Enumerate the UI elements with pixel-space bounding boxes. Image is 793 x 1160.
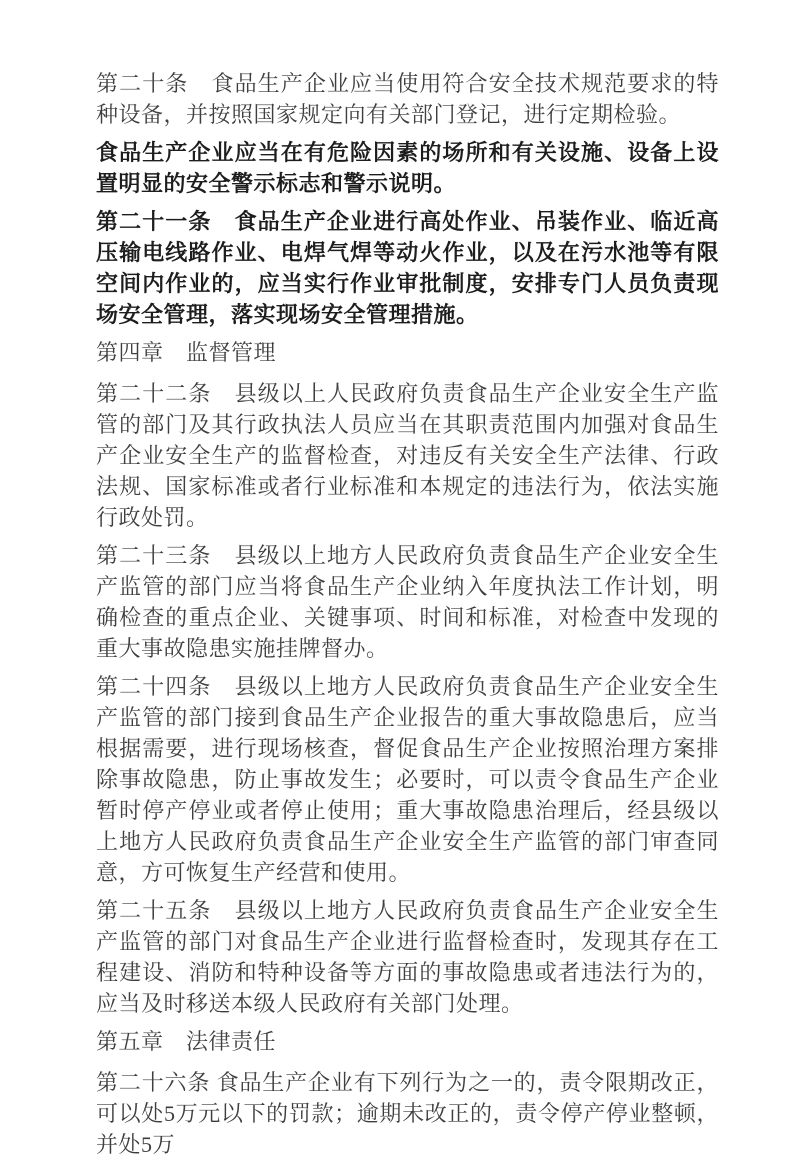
chapter-5-heading: 第五章 法律责任 [96,1029,277,1054]
paragraph-article-26: 第二十六条 食品生产企业有下列行为之一的，责令限期改正，可以处5万元以下的罚款；逾期未改正的，责令停产停业整顿，并处5万 [96,1070,719,1157]
paragraph-article-22: 第二十二条 县级以上人民政府负责食品生产企业安全生产监管的部门及其行政执法人员应当在其职责范围内加强对食品生产企业安全生产的监督检查，对违反有关安全生产法律、行政法规、国家标准或者行业标准和本规定的违法行为，依法实施行政处罚。 [96,381,719,530]
paragraph-article-23: 第二十三条 县级以上地方人民政府负责食品生产企业安全生产监管的部门应当将食品生产企业纳入年度执法工作计划，明确检查的重点企业、关键事项、时间和标准，对检查中发现的重大事故隐患实施挂牌督办。 [96,543,719,661]
chapter-4-heading: 第四章 监督管理 [96,340,277,365]
paragraph-article-20-warning-signs: 食品生产企业应当在有危险因素的场所和有关设施、设备上设置明显的安全警示标志和警示说明。 [96,140,719,196]
paragraph-article-24: 第二十四条 县级以上地方人民政府负责食品生产企业安全生产监管的部门接到食品生产企业报告的重大事故隐患后，应当根据需要，进行现场核查，督促食品生产企业按照治理方案排除事故隐患，防止事故发生；必要时，可以责令食品生产企业暂时停产停业或者停止使用；重大事故隐患治理后，经县级以上地方人民政府负责食品生产企业安全生产监管的部门审查同意，方可恢复生产经营和使用。 [96,674,719,885]
paragraph-article-20: 第二十条 食品生产企业应当使用符合安全技术规范要求的特种设备，并按照国家规定向有关部门登记，进行定期检验。 [96,71,719,127]
paragraph-article-21: 第二十一条 食品生产企业进行高处作业、吊装作业、临近高压输电线路作业、电焊气焊等动火作业，以及在污水池等有限空间内作业的，应当实行作业审批制度，安排专门人员负责现场安全管理，落实现场安全管理措施。 [96,209,719,327]
paragraph-article-25: 第二十五条 县级以上地方人民政府负责食品生产企业安全生产监管的部门对食品生产企业进行监督检查时，发现其存在工程建设、消防和特种设备等方面的事故隐患或者违法行为的，应当及时移送本级人民政府有关部门处理。 [96,898,719,1016]
